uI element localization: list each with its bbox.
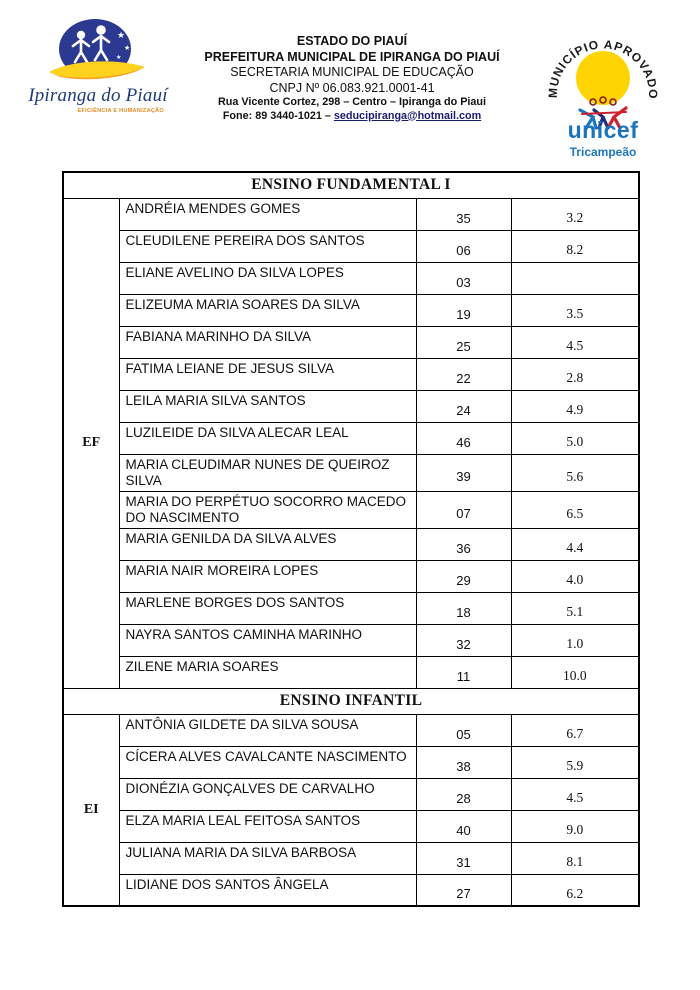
score-value: 8.1 <box>511 842 639 874</box>
score-value: 4.0 <box>511 560 639 592</box>
table-row <box>63 230 639 262</box>
table-row <box>63 262 639 294</box>
score-value: 5.0 <box>511 422 639 454</box>
score-value: 5.1 <box>511 592 639 624</box>
unicef-wordmark: unicef <box>567 117 639 140</box>
count-value: 35 <box>416 198 511 230</box>
table-row <box>63 422 639 454</box>
municipality-logo <box>22 18 174 114</box>
count-value: 29 <box>416 560 511 592</box>
section-title-row <box>63 172 639 198</box>
count-value: 19 <box>416 294 511 326</box>
svg-text:★: ★ <box>116 55 122 61</box>
table-row <box>63 624 639 656</box>
teacher-name: ELIZEUMA MARIA SOARES DA SILVA <box>119 294 416 326</box>
svg-text:★: ★ <box>126 26 132 32</box>
teacher-name: LUZILEIDE DA SILVA ALECAR LEAL <box>119 422 416 454</box>
teacher-name: ANTÔNIA GILDETE DA SILVA SOUSA <box>119 714 416 746</box>
teacher-name: MARIA DO PERPÉTUO SOCORRO MACEDO DO NASCIMENTO <box>119 491 416 528</box>
table-row <box>63 358 639 390</box>
count-value: 24 <box>416 390 511 422</box>
municipality-emblem-icon <box>33 18 163 84</box>
table-row <box>63 592 639 624</box>
score-value: 4.9 <box>511 390 639 422</box>
count-value: 11 <box>416 656 511 688</box>
teacher-name: FATIMA LEIANE DE JESUS SILVA <box>119 358 416 390</box>
count-value: 31 <box>416 842 511 874</box>
table-row <box>63 874 639 906</box>
teacher-name: CLEUDILENE PEREIRA DOS SANTOS <box>119 230 416 262</box>
count-value: 07 <box>416 491 511 528</box>
count-value: 38 <box>416 746 511 778</box>
document-header <box>0 0 700 159</box>
score-value: 6.5 <box>511 491 639 528</box>
teacher-name: DIONÉZIA GONÇALVES DE CARVALHO <box>119 778 416 810</box>
teacher-name: MARIA GENILDA DA SILVA ALVES <box>119 528 416 560</box>
score-value: 5.6 <box>511 454 639 491</box>
municipality-tagline: EFICIÊNCIA E HUMANIZAÇÃO <box>77 108 164 114</box>
table-row <box>63 528 639 560</box>
count-value: 46 <box>416 422 511 454</box>
count-value: 28 <box>416 778 511 810</box>
table-row <box>63 656 639 688</box>
unicef-seal-icon <box>536 18 670 140</box>
org-secretariat-line: SECRETARIA MUNICIPAL DE EDUCAÇÃO <box>230 65 474 79</box>
group-label: EI <box>63 714 119 906</box>
svg-text:★: ★ <box>124 45 131 52</box>
count-value: 06 <box>416 230 511 262</box>
score-value: 3.2 <box>511 198 639 230</box>
municipality-name: Ipiranga do Piauí <box>28 85 168 106</box>
group-label: EF <box>63 198 119 688</box>
teacher-name: ELZA MARIA LEAL FEITOSA SANTOS <box>119 810 416 842</box>
count-value: 39 <box>416 454 511 491</box>
count-value: 32 <box>416 624 511 656</box>
unicef-seal <box>530 18 676 159</box>
score-value: 5.9 <box>511 746 639 778</box>
count-value: 40 <box>416 810 511 842</box>
score-value: 3.5 <box>511 294 639 326</box>
table-row <box>63 842 639 874</box>
teacher-name: JULIANA MARIA DA SILVA BARBOSA <box>119 842 416 874</box>
table-row <box>63 746 639 778</box>
org-state-line: ESTADO DO PIAUÍ <box>296 34 408 48</box>
table-row <box>63 714 639 746</box>
teacher-name: LEILA MARIA SILVA SANTOS <box>119 390 416 422</box>
roster-table-body <box>63 172 639 906</box>
section-title: ENSINO INFANTIL <box>63 688 639 714</box>
phone-text: Fone: 89 3440-1021 – <box>222 109 334 122</box>
score-value: 9.0 <box>511 810 639 842</box>
table-row <box>63 326 639 358</box>
org-phone-line <box>174 110 530 124</box>
teacher-name: ANDRÉIA MENDES GOMES <box>119 198 416 230</box>
count-value: 36 <box>416 528 511 560</box>
org-address-line: Rua Vicente Cortez, 298 – Centro – Ipiranga do Piaui <box>218 96 486 108</box>
table-row <box>63 491 639 528</box>
teacher-name: ZILENE MARIA SOARES <box>119 656 416 688</box>
table-row <box>63 294 639 326</box>
score-value: 6.2 <box>511 874 639 906</box>
teacher-name: ELIANE AVELINO DA SILVA LOPES <box>119 262 416 294</box>
org-prefecture-line: PREFEITURA MUNICIPAL DE IPIRANGA DO PIAUÍ <box>204 49 500 64</box>
seal-caption: Tricampeão <box>569 145 637 159</box>
section-title-row <box>63 688 639 714</box>
score-value: 4.4 <box>511 528 639 560</box>
count-value: 18 <box>416 592 511 624</box>
roster-table <box>62 171 640 907</box>
seal-arc-text: MUNICÍPIO APROVADO <box>545 37 661 100</box>
section-title: ENSINO FUNDAMENTAL I <box>63 172 639 198</box>
table-row <box>63 454 639 491</box>
score-value: 4.5 <box>511 778 639 810</box>
teacher-name: MARLENE BORGES DOS SANTOS <box>119 592 416 624</box>
teacher-name: LIDIANE DOS SANTOS ÂNGELA <box>119 874 416 906</box>
score-value: 1.0 <box>511 624 639 656</box>
score-value: 2.8 <box>511 358 639 390</box>
score-value <box>511 262 639 294</box>
svg-text:★: ★ <box>117 30 126 40</box>
table-row <box>63 390 639 422</box>
org-cnpj-line: CNPJ Nº 06.083.921.0001-41 <box>269 80 435 95</box>
table-row <box>63 198 639 230</box>
teacher-name: NAYRA SANTOS CAMINHA MARINHO <box>119 624 416 656</box>
table-row <box>63 810 639 842</box>
teacher-name: FABIANA MARINHO DA SILVA <box>119 326 416 358</box>
score-value: 4.5 <box>511 326 639 358</box>
teacher-name: MARIA CLEUDIMAR NUNES DE QUEIROZ SILVA <box>119 454 416 491</box>
score-value: 6.7 <box>511 714 639 746</box>
org-identification <box>174 18 530 123</box>
count-value: 03 <box>416 262 511 294</box>
table-row <box>63 560 639 592</box>
email-link[interactable]: seducipiranga@hotmail.com <box>333 109 482 122</box>
table-row <box>63 778 639 810</box>
count-value: 25 <box>416 326 511 358</box>
count-value: 05 <box>416 714 511 746</box>
count-value: 22 <box>416 358 511 390</box>
score-value: 10.0 <box>511 656 639 688</box>
score-value: 8.2 <box>511 230 639 262</box>
teacher-name: MARIA NAIR MOREIRA LOPES <box>119 560 416 592</box>
count-value: 27 <box>416 874 511 906</box>
teacher-name: CÍCERA ALVES CAVALCANTE NASCIMENTO <box>119 746 416 778</box>
